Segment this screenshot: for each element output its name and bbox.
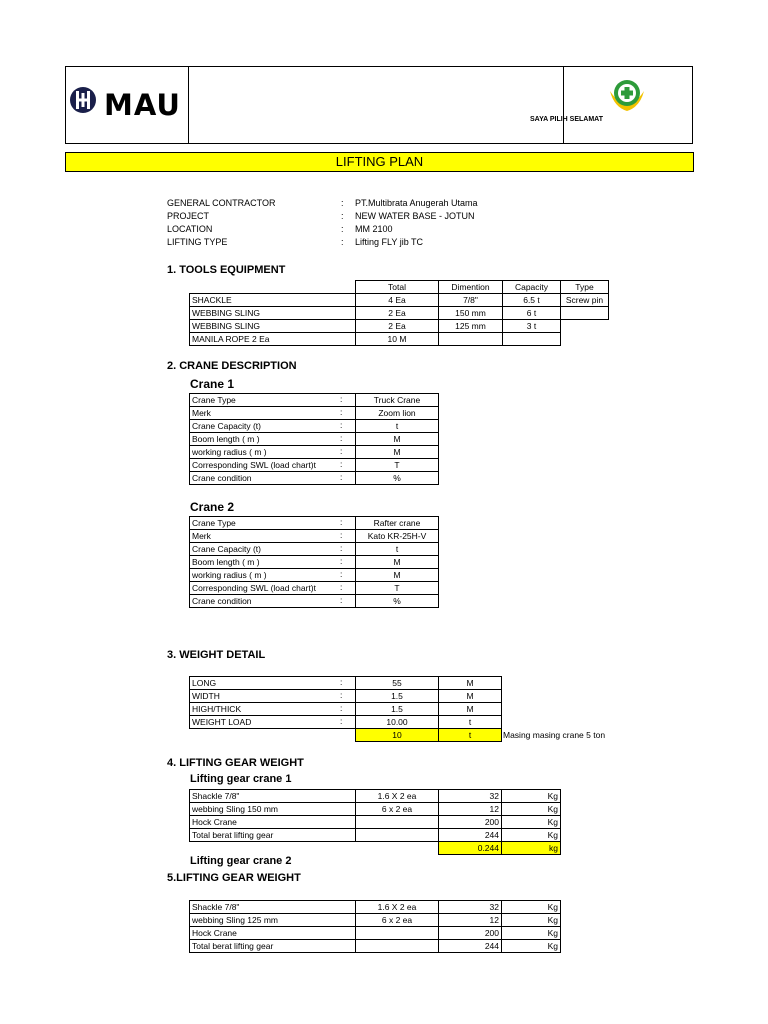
- table-cell: 10 M: [356, 333, 439, 346]
- table-cell: Boom length ( m ): [190, 433, 356, 446]
- weight-note: Masing masing crane 5 ton: [503, 730, 606, 740]
- table-row: [190, 556, 502, 569]
- table-cell: Truck Crane: [356, 394, 439, 407]
- table-cell: M: [439, 677, 502, 690]
- table-cell: Kg: [502, 927, 561, 940]
- tools-heading: 1. TOOLS EQUIPMENT: [167, 264, 286, 276]
- colon: :: [340, 472, 343, 482]
- table-row: [190, 690, 502, 703]
- table-cell: WEBBING SLING: [190, 320, 356, 333]
- table-row: [190, 927, 561, 940]
- table-cell: Crane condition: [190, 595, 356, 608]
- seal-caption: SAYA PILIH SELAMAT: [530, 116, 603, 123]
- company-logo: [66, 67, 186, 143]
- general-row: [167, 223, 667, 236]
- table-cell: 6.5 t: [503, 294, 561, 307]
- gear1-total-unit: kg: [502, 842, 561, 855]
- table-row: [190, 407, 502, 420]
- general-row: [167, 210, 667, 223]
- table-header: Dimention: [439, 281, 503, 294]
- table-cell: Merk: [190, 530, 356, 543]
- table-cell: Crane Capacity (t): [190, 543, 356, 556]
- table-cell: 55: [356, 677, 439, 690]
- colon: :: [340, 677, 343, 687]
- table-header-row: [190, 281, 609, 294]
- table-cell: [356, 816, 439, 829]
- table-row: [190, 790, 561, 803]
- table-cell: 150 mm: [439, 307, 503, 320]
- crane2-table: [189, 516, 502, 608]
- table-cell: Rafter crane: [356, 517, 439, 530]
- gear1-heading: 4. LIFTING GEAR WEIGHT: [167, 757, 304, 769]
- table-cell: 2 Ea: [356, 307, 439, 320]
- crane1-title: Crane 1: [190, 377, 235, 391]
- table-cell: 125 mm: [439, 320, 503, 333]
- table-cell: 244: [439, 940, 502, 953]
- table-cell: Kg: [502, 901, 561, 914]
- table-header: Capacity: [503, 281, 561, 294]
- colon: :: [340, 407, 343, 417]
- colon: :: [340, 582, 343, 592]
- table-row: [190, 420, 502, 433]
- table-row-total: [190, 842, 561, 855]
- table-cell: 4 Ea: [356, 294, 439, 307]
- table-cell: [503, 333, 561, 346]
- colon: :: [340, 716, 343, 726]
- colon: :: [340, 433, 343, 443]
- table-row-total: [190, 729, 502, 742]
- colon: :: [340, 595, 343, 605]
- table-row: [190, 816, 561, 829]
- crane1-table: [189, 393, 502, 485]
- gear2-title: Lifting gear crane 2: [190, 855, 292, 867]
- table-cell: 1.6 X 2 ea: [356, 790, 439, 803]
- table-cell: 200: [439, 927, 502, 940]
- table-cell: Boom length ( m ): [190, 556, 356, 569]
- table-cell: 12: [439, 914, 502, 927]
- table-cell: 1.5: [356, 703, 439, 716]
- table-row: [190, 517, 502, 530]
- table-cell: [439, 333, 503, 346]
- colon: :: [340, 703, 343, 713]
- table-cell: Kg: [502, 803, 561, 816]
- table-cell: t: [356, 543, 439, 556]
- gear1-title: Lifting gear crane 1: [190, 773, 292, 785]
- table-cell: 10.00: [356, 716, 439, 729]
- table-cell: Kg: [502, 790, 561, 803]
- table-cell: [356, 829, 439, 842]
- table-cell: Crane Capacity (t): [190, 420, 356, 433]
- table-cell: %: [356, 595, 439, 608]
- table-cell: [561, 320, 609, 333]
- table-row: [190, 901, 561, 914]
- table-row: [190, 394, 502, 407]
- table-cell: webbing Sling 150 mm: [190, 803, 356, 816]
- general-colon: :: [341, 198, 344, 208]
- table-cell: T: [356, 582, 439, 595]
- table-cell: M: [356, 556, 439, 569]
- colon: :: [340, 543, 343, 553]
- general-value: Lifting FLY jib TC: [355, 237, 424, 247]
- general-key: GENERAL CONTRACTOR: [167, 198, 276, 208]
- table-cell: Total berat lifting gear: [190, 940, 356, 953]
- table-cell: %: [356, 472, 439, 485]
- table-cell: MANILA ROPE 2 Ea: [190, 333, 356, 346]
- table-header: Type: [561, 281, 609, 294]
- colon: :: [340, 420, 343, 430]
- table-cell: t: [439, 716, 502, 729]
- table-cell: 7/8": [439, 294, 503, 307]
- safety-cross-icon: [606, 77, 648, 117]
- table-cell: Crane Type: [190, 394, 356, 407]
- table-row: [190, 459, 502, 472]
- table-cell: M: [356, 569, 439, 582]
- gear1-total-value: 0.244: [439, 842, 502, 855]
- table-cell: Kg: [502, 829, 561, 842]
- table-cell: Hock Crane: [190, 816, 356, 829]
- table-row: [190, 294, 609, 307]
- table-cell: M: [356, 433, 439, 446]
- table-cell: Corresponding SWL (load chart)t: [190, 459, 356, 472]
- safety-seal: [606, 77, 648, 122]
- table-row: [190, 472, 502, 485]
- table-cell: HIGH/THICK: [190, 703, 356, 716]
- table-cell: [356, 927, 439, 940]
- table-cell: 2 Ea: [356, 320, 439, 333]
- table-row: [190, 569, 502, 582]
- gear1-table: [189, 789, 561, 855]
- table-cell: 6 x 2 ea: [356, 803, 439, 816]
- general-value: PT.Multibrata Anugerah Utama: [355, 198, 478, 208]
- table-cell: WEIGHT LOAD: [190, 716, 356, 729]
- table-row: [190, 433, 502, 446]
- table-cell: 12: [439, 803, 502, 816]
- crane2-title: Crane 2: [190, 500, 235, 514]
- general-value: NEW WATER BASE - JOTUN: [355, 211, 475, 221]
- weight-table: [189, 676, 502, 742]
- crane2-colons: [340, 516, 342, 607]
- table-cell: [356, 940, 439, 953]
- table-cell: M: [439, 703, 502, 716]
- table-row: [190, 307, 609, 320]
- table-row: [190, 803, 561, 816]
- table-cell: Hock Crane: [190, 927, 356, 940]
- general-colon: :: [341, 237, 344, 247]
- page-title: LIFTING PLAN: [65, 152, 694, 172]
- table-row: [190, 333, 609, 346]
- colon: :: [340, 517, 343, 527]
- table-row: [190, 530, 502, 543]
- general-key: LOCATION: [167, 224, 213, 234]
- table-row: [190, 582, 502, 595]
- table-cell: WIDTH: [190, 690, 356, 703]
- general-key: PROJECT: [167, 211, 210, 221]
- table-cell: Crane Type: [190, 517, 356, 530]
- table-cell: working radius ( m ): [190, 446, 356, 459]
- weight-heading: 3. WEIGHT DETAIL: [167, 649, 266, 661]
- table-cell: 6 x 2 ea: [356, 914, 439, 927]
- header-middle-cell: [188, 67, 564, 143]
- crane1-colons: [340, 393, 342, 484]
- table-row: [190, 677, 502, 690]
- crane-heading: 2. CRANE DESCRIPTION: [167, 360, 297, 372]
- table-cell: t: [356, 420, 439, 433]
- table-row: [190, 914, 561, 927]
- table-row: [190, 595, 502, 608]
- table-cell: working radius ( m ): [190, 569, 356, 582]
- table-row: [190, 320, 609, 333]
- general-row: [167, 197, 667, 210]
- colon: :: [340, 556, 343, 566]
- table-cell: LONG: [190, 677, 356, 690]
- colon: :: [340, 394, 343, 404]
- header-box: [65, 66, 693, 144]
- weight-colons: [340, 676, 342, 728]
- table-cell: 1.5: [356, 690, 439, 703]
- table-cell: Kg: [502, 816, 561, 829]
- table-cell: 32: [439, 901, 502, 914]
- general-key: LIFTING TYPE: [167, 237, 228, 247]
- table-cell: 200: [439, 816, 502, 829]
- table-cell: Shackle 7/8": [190, 790, 356, 803]
- table-row: [190, 703, 502, 716]
- general-colon: :: [341, 211, 344, 221]
- general-colon: :: [341, 224, 344, 234]
- table-cell: Screw pin: [561, 294, 609, 307]
- table-cell: 244: [439, 829, 502, 842]
- table-row: [190, 543, 502, 556]
- table-row: [190, 829, 561, 842]
- table-row: [190, 940, 561, 953]
- table-cell: Corresponding SWL (load chart)t: [190, 582, 356, 595]
- colon: :: [340, 690, 343, 700]
- table-cell: WEBBING SLING: [190, 307, 356, 320]
- table-row: [190, 716, 502, 729]
- table-cell: Kg: [502, 914, 561, 927]
- table-cell: M: [439, 690, 502, 703]
- gear2-heading: 5.LIFTING GEAR WEIGHT: [167, 872, 301, 884]
- table-cell: 1.6 X 2 ea: [356, 901, 439, 914]
- table-cell: 3 t: [503, 320, 561, 333]
- table-cell: [561, 307, 609, 320]
- table-cell: Shackle 7/8": [190, 901, 356, 914]
- table-cell: Total berat lifting gear: [190, 829, 356, 842]
- table-row: [190, 446, 502, 459]
- table-cell: Zoom lion: [356, 407, 439, 420]
- table-cell: M: [356, 446, 439, 459]
- colon: :: [340, 446, 343, 456]
- table-cell: Kato KR-25H-V: [356, 530, 439, 543]
- logo-text: MAU: [104, 88, 181, 122]
- table-cell: [561, 333, 609, 346]
- general-value: MM 2100: [355, 224, 393, 234]
- table-cell: 32: [439, 790, 502, 803]
- table-cell: Merk: [190, 407, 356, 420]
- table-cell: Crane condition: [190, 472, 356, 485]
- table-cell: Kg: [502, 940, 561, 953]
- general-row: [167, 236, 667, 249]
- colon: :: [340, 569, 343, 579]
- weight-total-value: 10: [356, 729, 439, 742]
- colon: :: [340, 530, 343, 540]
- table-cell: webbing Sling 125 mm: [190, 914, 356, 927]
- table-cell: 6 t: [503, 307, 561, 320]
- table-header: Total: [356, 281, 439, 294]
- tools-table: [189, 280, 609, 346]
- gear2-table: [189, 900, 561, 953]
- colon: :: [340, 459, 343, 469]
- table-cell: T: [356, 459, 439, 472]
- weight-total-unit: t: [439, 729, 502, 742]
- mau-emblem-icon: [68, 85, 98, 115]
- table-cell: SHACKLE: [190, 294, 356, 307]
